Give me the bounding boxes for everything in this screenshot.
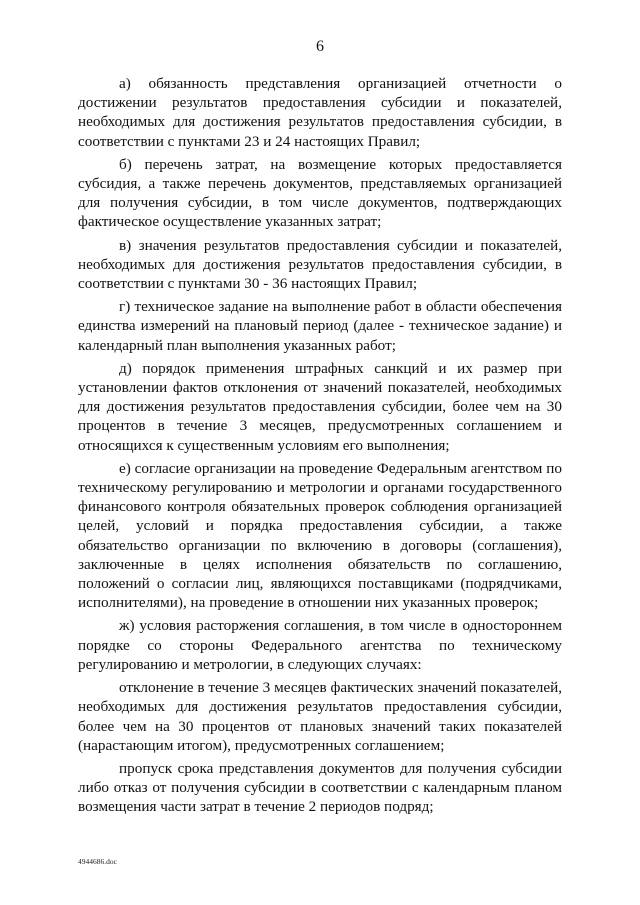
document-body [78,74,562,821]
paragraph-zh-case-2: пропуск срока представления документов для получения субсидии либо отказ от получения субсидии в соответствии с календарным планом возмещения части затрат в течение 2 периодов подряд; [78,759,562,816]
paragraph-b: б) перечень затрат, на возмещение которых предоставляется субсидия, а также перечень документов, представляемых организацией для получения субсидии, в том числе документов, подтверждающих фактическое осуществление указанных затрат; [78,155,562,231]
paragraph-e: е) согласие организации на проведение Федеральным агентством по техническому регулированию и метрологии и органами государственного финансового контроля обязательных проверок соблюдения организацией целей, условий и порядка предоставления субсидии, а также обязательство организации по включению в договоры (соглашения), заключенные в целях исполнения обязательств по соглашению, положений о согласии лиц, являющихся поставщиками (подрядчиками, исполнителями), на проведение в отношении них указанных проверок; [78,459,562,612]
paragraph-d: д) порядок применения штрафных санкций и их размер при установлении фактов отклонения от значений показателей, необходимых для достижения результатов предоставления субсидии, более чем на 30 процентов в течение 3 месяцев, предусмотренных соглашением и относящихся к существенным условиям его выполнения; [78,359,562,454]
paragraph-a: а) обязанность представления организацией отчетности о достижении результатов предоставления субсидии и показателей, необходимых для достижения результатов предоставления субсидии, в соответствии с пунктами 23 и 24 настоящих Правил; [78,75,562,150]
paragraph-zh: ж) условия расторжения соглашения, в том числе в одностороннем порядке со стороны Федерального агентства по техническому регулированию и метрологии, в следующих случаях: [78,617,562,673]
paragraph-v: в) значения результатов предоставления субсидии и показателей, необходимых для достижения результатов предоставления субсидии, в соответствии с пунктами 30 - 36 настоящих Правил; [78,236,562,293]
paragraph-zh-case-1: отклонение в течение 3 месяцев фактических значений показателей, необходимых для достижения результатов предоставления субсидии, более чем на 30 процентов от плановых значений таких показателей (нарастающим итогом), предусмотренных соглашением; [78,679,562,754]
page-number: 6 [316,38,324,55]
paragraph-g: г) техническое задание на выполнение работ в области обеспечения единства измерений на плановый период (далее - техническое задание) и календарный план выполнения указанных работ; [78,298,562,354]
footer-filename: 4944686.doc [78,857,117,866]
